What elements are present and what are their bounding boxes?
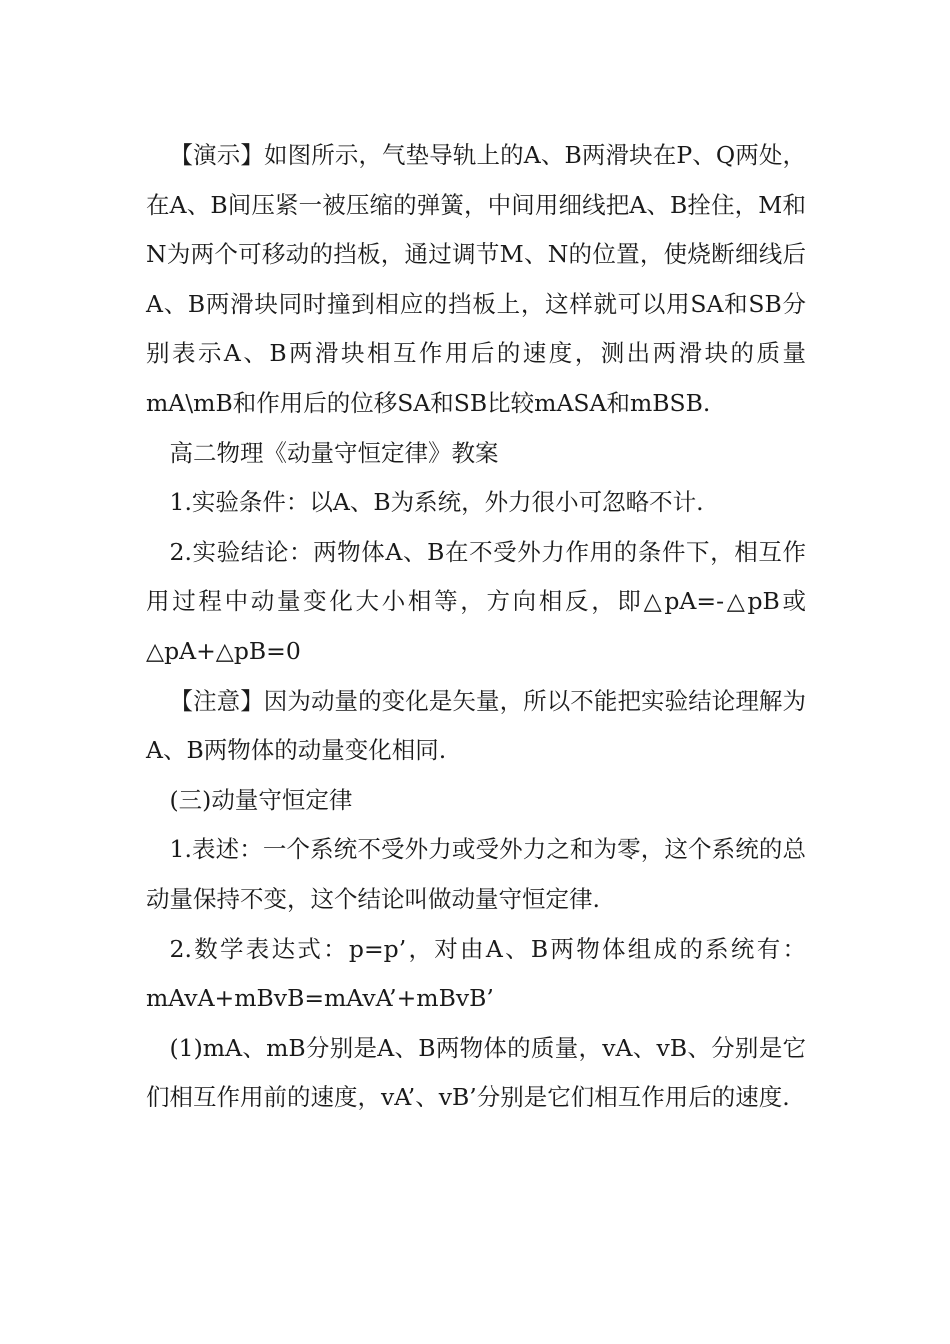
paragraph-variable-definitions: (1)mA、mB分别是A、B两物体的质量，vA、vB、分别是它们相互作用前的速度，vA’、vB’分别是它们相互作用后的速度. [146,1033,806,1112]
paragraph-statement: 1.表述：一个系统不受外力或受外力之和为零，这个系统的总动量保持不变，这个结论叫做动量守恒定律. [146,835,806,913]
paragraph-math-expression: 2.数学表达式：p=p’，对由A、B两物体组成的系统有：mAvA+mBvB=mAvA’+mBvB’ [146,934,806,1013]
paragraph-experiment-conditions: 1.实验条件：以A、B为系统，外力很小可忽略不计. [169,488,704,517]
paragraph-experiment-conclusion: 2.实验结论：两物体A、B在不受外力作用的条件下，相互作用过程中动量变化大小相等，方向相反，即△pA=-△pB或△pA+△pB=0 [146,537,806,665]
section-heading-conservation-law: (三)动量守恒定律 [169,785,353,814]
paragraph-demonstration: 【演示】如图所示，气垫导轨上的A、B两滑块在P、Q两处，在A、B间压紧一被压缩的弹簧，中间用细线把A、B拴住，M和N为两个可移动的挡板，通过调节M、N的位置，使烧断细线后A、B两滑块同时撞到相应的挡板上，这样就可以用SA和SB分别表示A、B两滑块相互作用后的速度，测出两滑块的质量mA\mB和作用后的位移SA和SB比较mASA和mBSB. [146,141,806,417]
paragraph-lesson-title: 高二物理《动量守恒定律》教案 [169,438,499,467]
paragraph-note: 【注意】因为动量的变化是矢量，所以不能把实验结论理解为A、B两物体的动量变化相同. [146,686,806,765]
document-body [146,131,806,1123]
